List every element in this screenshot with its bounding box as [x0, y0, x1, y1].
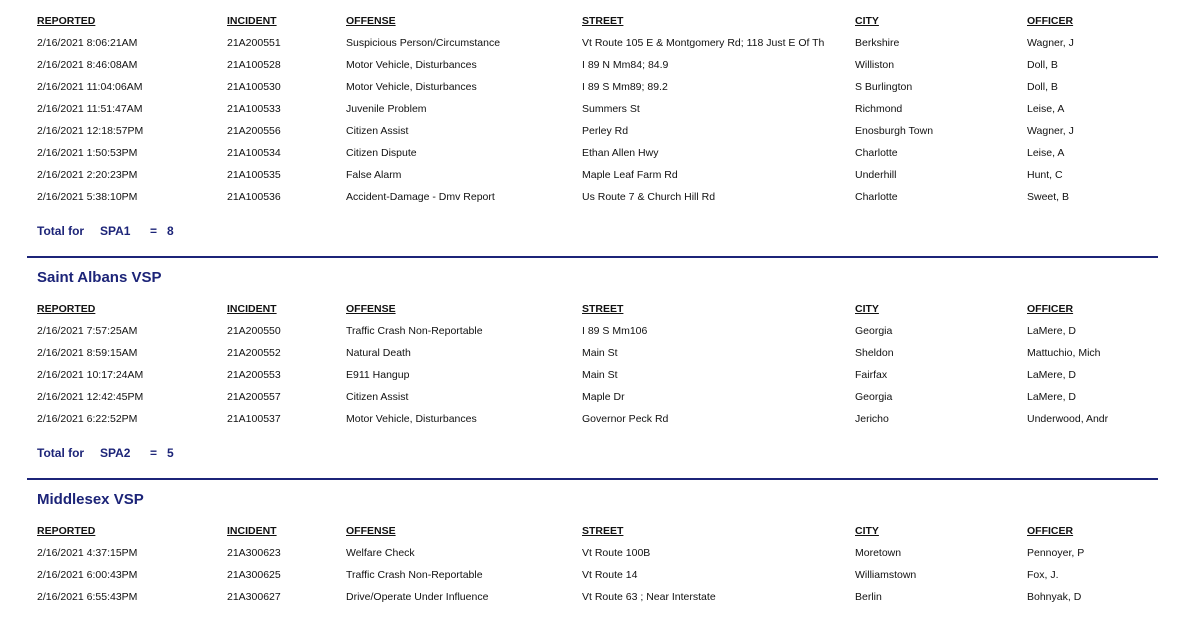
cell-street: Vt Route 14	[582, 569, 638, 581]
cell-officer: Wagner, J	[1027, 125, 1074, 137]
cell-offense: False Alarm	[346, 169, 402, 181]
cell-city: Jericho	[855, 413, 889, 425]
cell-officer: LaMere, D	[1027, 369, 1077, 381]
cell-offense: Citizen Dispute	[346, 147, 417, 159]
table-row	[37, 76, 1200, 98]
table-row	[37, 564, 1200, 586]
cell-reported: 2/16/2021 10:17:24AM	[37, 369, 144, 381]
cell-street: Maple Leaf Farm Rd	[582, 169, 678, 181]
section-williston	[0, 0, 1200, 242]
cell-offense: Traffic Crash Non-Reportable	[346, 325, 483, 337]
cell-street: I 89 S Mm106	[582, 325, 648, 337]
col-offense-header: OFFENSE	[346, 525, 396, 537]
cell-offense: Natural Death	[346, 347, 411, 359]
cell-officer: Doll, B	[1027, 81, 1058, 93]
cell-incident: 21A300627	[227, 591, 281, 603]
cell-officer: Fox, J.	[1027, 569, 1059, 581]
cell-street: Vt Route 105 E & Montgomery Rd; 118 Just E Of Th	[582, 37, 825, 49]
cell-reported: 2/16/2021 11:51:47AM	[37, 103, 143, 115]
table-header	[37, 298, 1200, 320]
table-row	[37, 542, 1200, 564]
cell-officer: Leise, A	[1027, 147, 1065, 159]
cell-reported: 2/16/2021 11:04:06AM	[37, 81, 143, 93]
col-incident-header: INCIDENT	[227, 15, 277, 27]
cell-officer: Sweet, B	[1027, 191, 1070, 203]
col-reported-header: REPORTED	[37, 303, 96, 315]
section-saint-albans	[0, 268, 1200, 464]
cell-city: Enosburgh Town	[855, 125, 934, 137]
cell-officer: LaMere, D	[1027, 325, 1077, 337]
cell-reported: 2/16/2021 12:42:45PM	[37, 391, 144, 403]
section-title: Middlesex VSP	[37, 491, 144, 508]
col-incident-header: INCIDENT	[227, 303, 277, 315]
cell-city: Berkshire	[855, 37, 900, 49]
col-incident-header: INCIDENT	[227, 525, 277, 537]
cell-incident: 21A100534	[227, 147, 281, 159]
cell-officer: Hunt, C	[1027, 169, 1063, 181]
cell-offense: Suspicious Person/Circumstance	[346, 37, 501, 49]
cell-city: S Burlington	[855, 81, 913, 93]
cell-city: Fairfax	[855, 369, 888, 381]
table-body	[37, 32, 1200, 208]
cell-city: Sheldon	[855, 347, 894, 359]
table-row	[37, 364, 1200, 386]
section-total	[37, 220, 1200, 242]
section-divider	[27, 256, 1158, 258]
total-equals: =	[150, 224, 158, 238]
cell-street: I 89 N Mm84; 84.9	[582, 59, 669, 71]
cell-street: Ethan Allen Hwy	[582, 147, 659, 159]
cell-city: Berlin	[855, 591, 882, 603]
cell-reported: 2/16/2021 8:59:15AM	[37, 347, 138, 359]
cell-city: Charlotte	[855, 191, 898, 203]
table-row	[37, 98, 1200, 120]
cell-reported: 2/16/2021 7:57:25AM	[37, 325, 138, 337]
cell-offense: Motor Vehicle, Disturbances	[346, 59, 477, 71]
table-header	[37, 520, 1200, 542]
cell-offense: Welfare Check	[346, 547, 415, 559]
cell-officer: LaMere, D	[1027, 391, 1077, 403]
cell-officer: Doll, B	[1027, 59, 1058, 71]
col-officer-header: OFFICER	[1027, 303, 1074, 315]
cell-reported: 2/16/2021 6:00:43PM	[37, 569, 138, 581]
cell-reported: 2/16/2021 6:55:43PM	[37, 591, 138, 603]
cell-reported: 2/16/2021 12:18:57PM	[37, 125, 144, 137]
section-divider	[27, 478, 1158, 480]
cell-incident: 21A200551	[227, 37, 281, 49]
cell-incident: 21A200552	[227, 347, 281, 359]
table-row	[37, 386, 1200, 408]
cell-offense: Juvenile Problem	[346, 103, 427, 115]
section-middlesex	[0, 490, 1200, 608]
total-equals: =	[150, 446, 158, 460]
cell-street: Summers St	[582, 103, 640, 115]
total-label: Total for	[37, 224, 85, 238]
total-code: SPA1	[100, 224, 131, 238]
table-body	[37, 320, 1200, 430]
cell-officer: Wagner, J	[1027, 37, 1074, 49]
col-reported-header: REPORTED	[37, 15, 96, 27]
cell-offense: Motor Vehicle, Disturbances	[346, 413, 477, 425]
cell-city: Richmond	[855, 103, 903, 115]
col-officer-header: OFFICER	[1027, 15, 1074, 27]
cell-reported: 2/16/2021 4:37:15PM	[37, 547, 138, 559]
cell-street: I 89 S Mm89; 89.2	[582, 81, 668, 93]
cell-street: Governor Peck Rd	[582, 413, 669, 425]
cell-offense: Traffic Crash Non-Reportable	[346, 569, 483, 581]
cell-city: Williamstown	[855, 569, 917, 581]
table-row	[37, 408, 1200, 430]
cell-incident: 21A300625	[227, 569, 281, 581]
cell-officer: Leise, A	[1027, 103, 1065, 115]
col-city-header: CITY	[855, 303, 879, 315]
col-street-header: STREET	[582, 525, 624, 537]
cell-street: Vt Route 63 ; Near Interstate	[582, 591, 716, 603]
table-row	[37, 586, 1200, 608]
cell-street: Us Route 7 & Church Hill Rd	[582, 191, 716, 203]
section-title: Saint Albans VSP	[37, 269, 162, 286]
cell-offense: E911 Hangup	[346, 369, 410, 381]
cell-incident: 21A100537	[227, 413, 281, 425]
cell-street: Vt Route 100B	[582, 547, 651, 559]
table-row	[37, 320, 1200, 342]
cell-officer: Bohnyak, D	[1027, 591, 1082, 603]
col-officer-header: OFFICER	[1027, 525, 1074, 537]
cell-incident: 21A100535	[227, 169, 281, 181]
cell-incident: 21A200553	[227, 369, 281, 381]
col-city-header: CITY	[855, 15, 879, 27]
cell-offense: Drive/Operate Under Influence	[346, 591, 489, 603]
cell-incident: 21A100536	[227, 191, 281, 203]
cell-street: Main St	[582, 369, 618, 381]
col-street-header: STREET	[582, 15, 624, 27]
total-count: 8	[167, 224, 174, 238]
cell-reported: 2/16/2021 8:06:21AM	[37, 37, 138, 49]
cell-offense: Accident-Damage - Dmv Report	[346, 191, 495, 203]
cell-officer: Pennoyer, P	[1027, 547, 1085, 559]
cell-incident: 21A100533	[227, 103, 281, 115]
col-city-header: CITY	[855, 525, 879, 537]
cell-reported: 2/16/2021 5:38:10PM	[37, 191, 138, 203]
cell-street: Main St	[582, 347, 618, 359]
cell-city: Williston	[855, 59, 895, 71]
cell-city: Charlotte	[855, 147, 898, 159]
cell-street: Perley Rd	[582, 125, 629, 137]
cell-offense: Motor Vehicle, Disturbances	[346, 81, 477, 93]
table-row	[37, 186, 1200, 208]
cell-city: Georgia	[855, 391, 893, 403]
table-header	[37, 10, 1200, 32]
total-count: 5	[167, 446, 174, 460]
table-row	[37, 32, 1200, 54]
cell-incident: 21A300623	[227, 547, 281, 559]
table-row	[37, 342, 1200, 364]
cell-incident: 21A200557	[227, 391, 281, 403]
cell-incident: 21A100528	[227, 59, 281, 71]
table-row	[37, 120, 1200, 142]
cell-reported: 2/16/2021 6:22:52PM	[37, 413, 138, 425]
col-street-header: STREET	[582, 303, 624, 315]
table-row	[37, 142, 1200, 164]
table-row	[37, 164, 1200, 186]
cell-officer: Mattuchio, Mich	[1027, 347, 1101, 359]
section-total	[37, 442, 1200, 464]
cell-incident: 21A100530	[227, 81, 281, 93]
table-body	[37, 542, 1200, 608]
total-code: SPA2	[100, 446, 131, 460]
cell-officer: Underwood, Andr	[1027, 413, 1109, 425]
cell-city: Underhill	[855, 169, 897, 181]
cell-city: Moretown	[855, 547, 902, 559]
cell-street: Maple Dr	[582, 391, 625, 403]
cell-city: Georgia	[855, 325, 893, 337]
col-offense-header: OFFENSE	[346, 303, 396, 315]
cell-reported: 2/16/2021 2:20:23PM	[37, 169, 138, 181]
cell-offense: Citizen Assist	[346, 125, 409, 137]
col-reported-header: REPORTED	[37, 525, 96, 537]
total-label: Total for	[37, 446, 85, 460]
cell-reported: 2/16/2021 8:46:08AM	[37, 59, 138, 71]
table-row	[37, 54, 1200, 76]
col-offense-header: OFFENSE	[346, 15, 396, 27]
cell-incident: 21A200550	[227, 325, 281, 337]
cell-reported: 2/16/2021 1:50:53PM	[37, 147, 138, 159]
cell-incident: 21A200556	[227, 125, 281, 137]
cell-offense: Citizen Assist	[346, 391, 409, 403]
